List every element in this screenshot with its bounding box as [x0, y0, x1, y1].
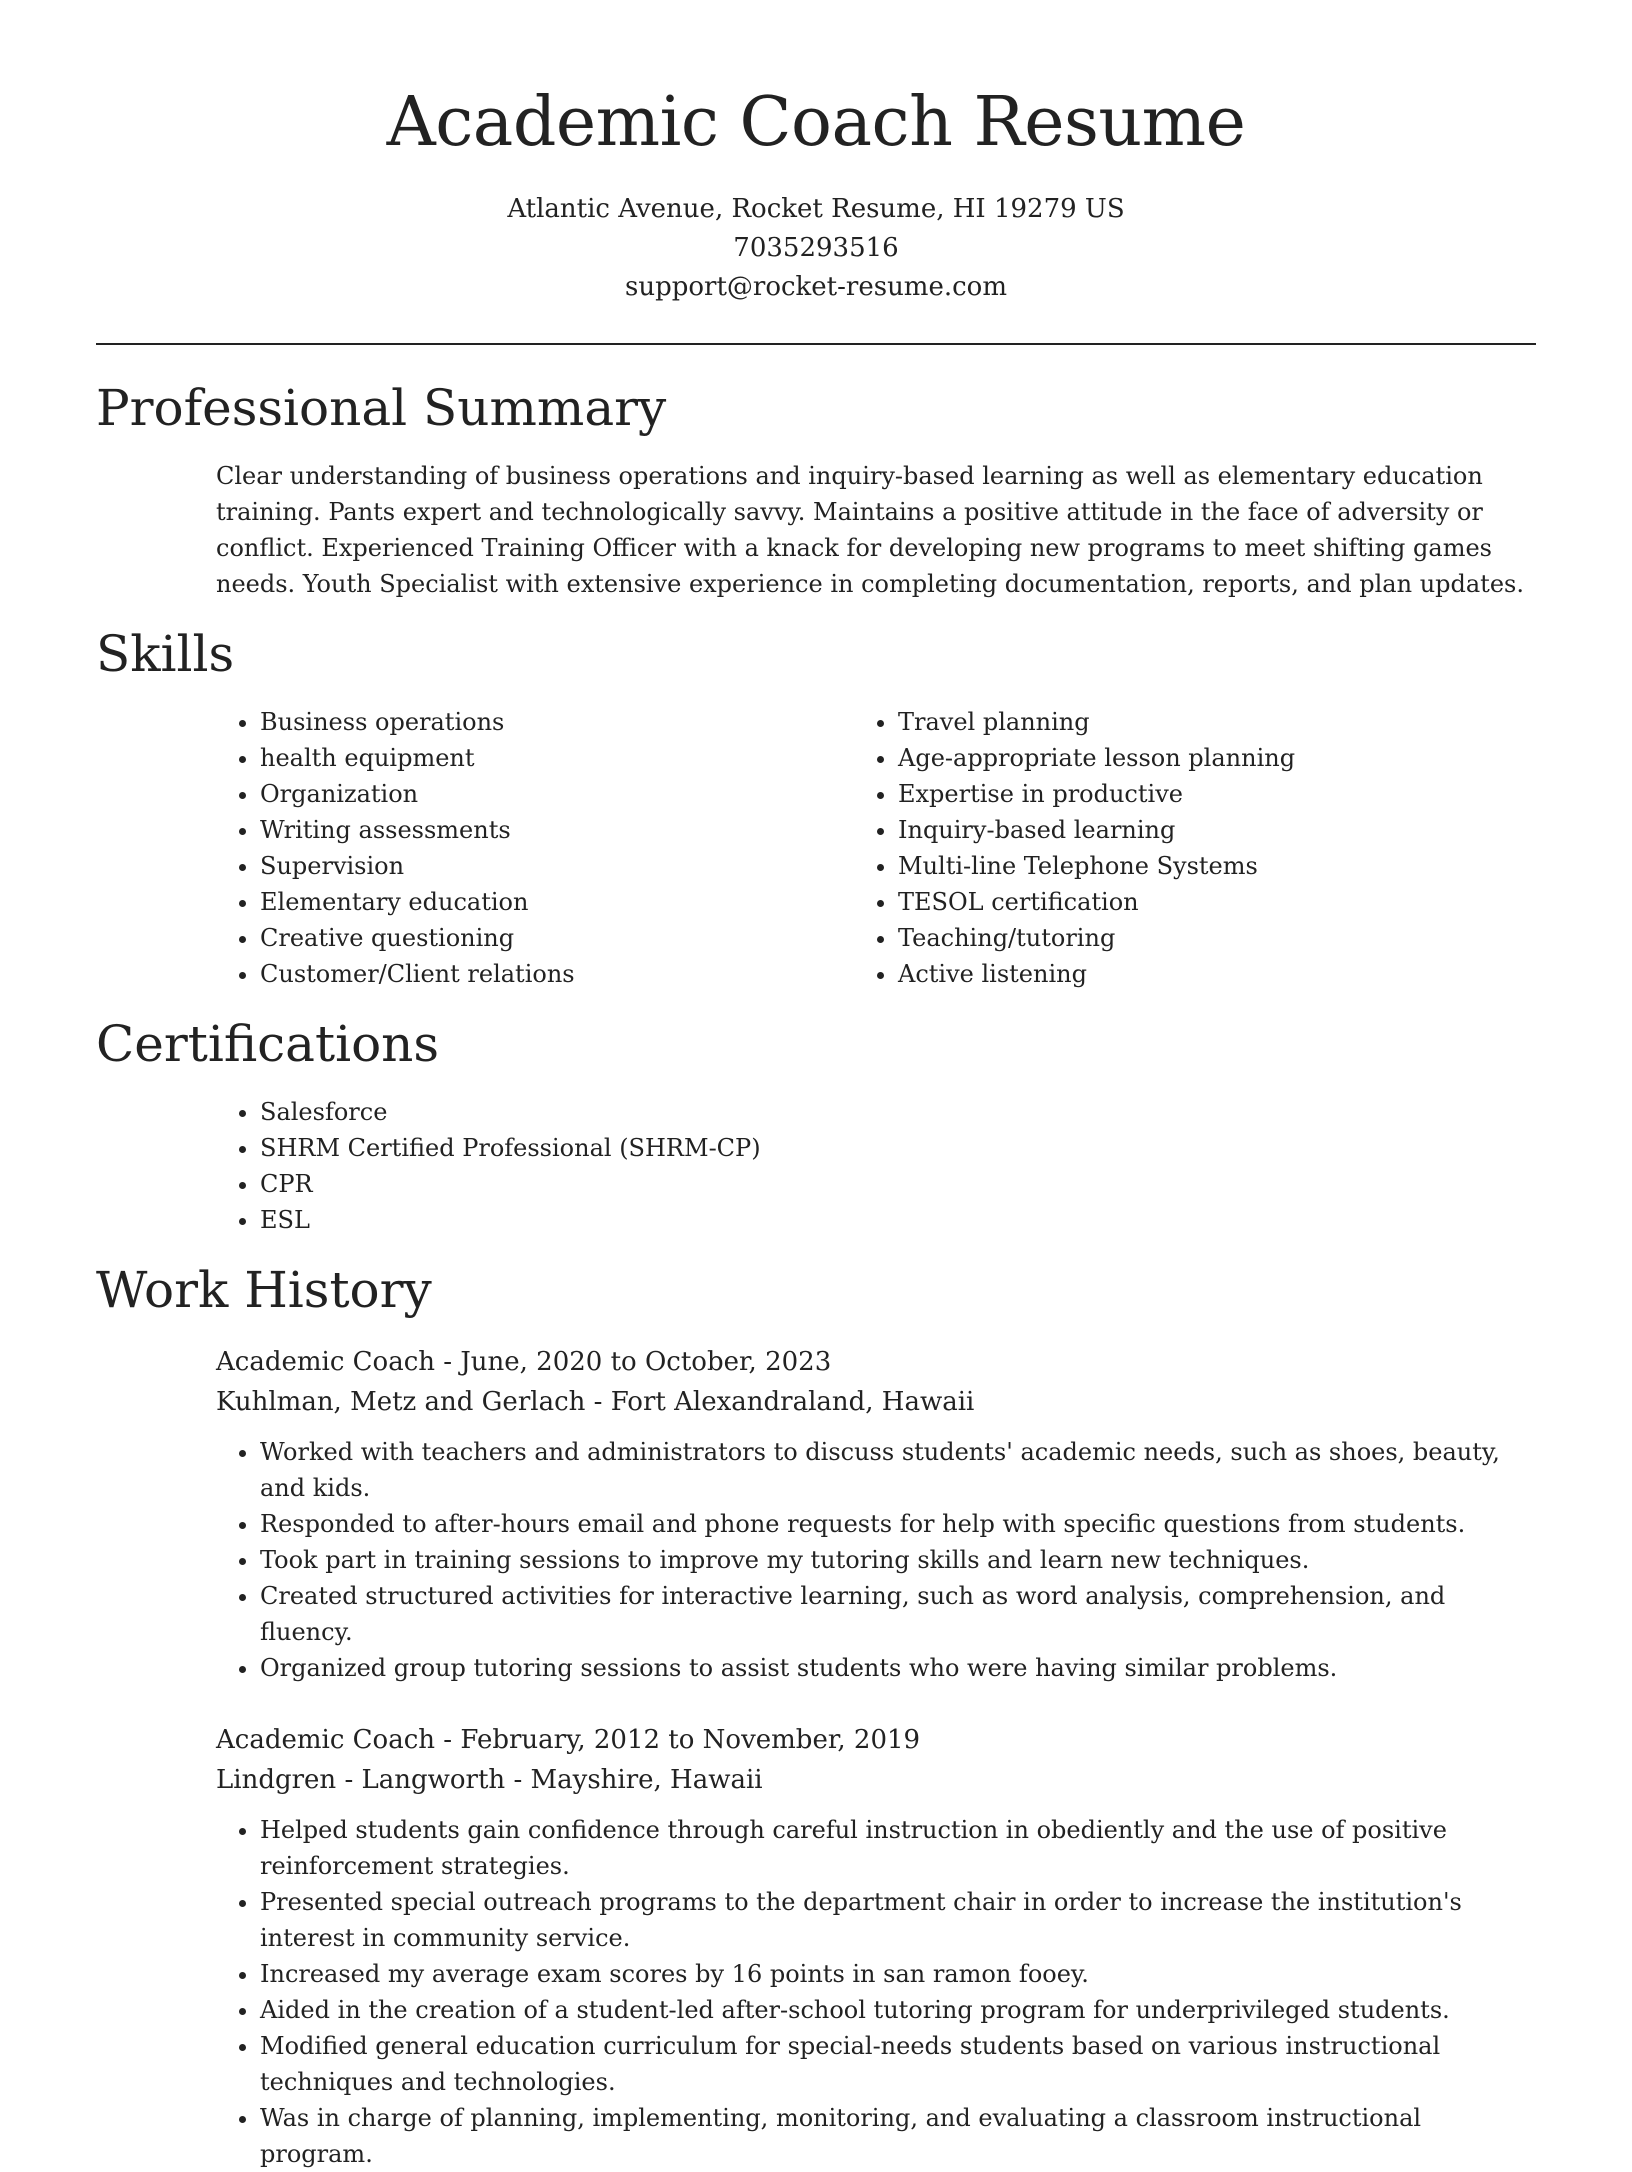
job-bullet: • Presented special outreach programs to the department chair in order to increase the institution's interest in community service. — [260, 1884, 1536, 1956]
skill-item: • Writing assessments — [260, 812, 898, 848]
phone: 7035293516 — [733, 233, 899, 264]
job-company: Lindgren - Langworth — [216, 1765, 506, 1795]
job-title-line — [216, 1342, 1536, 1382]
job-bullet: • Took part in training sessions to improve my tutoring skills and learn new techniques. — [260, 1542, 1536, 1578]
job-bullet: • Created structured activities for interactive learning, such as word analysis, comprehension, and fluency. — [260, 1578, 1536, 1650]
resume-title: Academic Coach Resume — [386, 83, 1246, 162]
skill-item: • Elementary education — [260, 884, 898, 920]
job-entry — [216, 1720, 1536, 2172]
skill-item: • Travel planning — [898, 704, 1536, 740]
job-company: Kuhlman, Metz and Gerlach — [216, 1387, 586, 1417]
job-location: - Mayshire, Hawaii — [505, 1765, 763, 1795]
summary-heading: Professional Summary — [96, 379, 667, 437]
skill-item: • Age-appropriate lesson planning — [898, 740, 1536, 776]
header-divider — [96, 343, 1536, 345]
job-bullet: • Helped students gain confidence through careful instruction in obediently and the use of positive reinforcement strategies. — [260, 1812, 1536, 1884]
skill-item: • Multi-line Telephone Systems — [898, 848, 1536, 884]
work-history-heading: Work History — [96, 1261, 432, 1319]
certification-item: • ESL — [260, 1202, 1536, 1238]
job-entry — [216, 1342, 1536, 1686]
job-bullet: • Was in charge of planning, implementing, monitoring, and evaluating a classroom instructional program. — [260, 2100, 1536, 2172]
resume-header — [0, 0, 1632, 307]
certification-item: • Salesforce — [260, 1094, 1536, 1130]
job-bullet: • Organized group tutoring sessions to assist students who were having similar problems. — [260, 1650, 1536, 1686]
resume-body — [96, 378, 1536, 2172]
skills-list-left — [96, 704, 898, 992]
certifications-list — [96, 1094, 1536, 1238]
job-bullets — [216, 1434, 1536, 1686]
skills-section — [96, 624, 1536, 992]
skill-item: • Teaching/tutoring — [898, 920, 1536, 956]
skill-item: • Customer/Client relations — [260, 956, 898, 992]
summary-section — [96, 378, 1536, 602]
skills-heading: Skills — [96, 625, 235, 683]
job-bullets — [216, 1812, 1536, 2172]
skill-item: • health equipment — [260, 740, 898, 776]
job-bullet: • Responded to after-hours email and phone requests for help with specific questions from students. — [260, 1506, 1536, 1542]
certification-item: • CPR — [260, 1166, 1536, 1202]
summary-text: Clear understanding of business operations and inquiry-based learning as well as elementary education training. Pants expert and technologically savvy. Maintains a positive attitude in the face of adversity or conflict. Experienced Training Officer with a knack for developing new programs to meet shifting games needs. Youth Specialist with extensive experience in completing documentation, reports, and plan updates. — [216, 462, 1524, 598]
certifications-section — [96, 1014, 1536, 1238]
contact-info — [0, 190, 1632, 307]
skill-item: • Supervision — [260, 848, 898, 884]
address: Atlantic Avenue, Rocket Resume, HI 19279 US — [507, 194, 1125, 225]
job-company-line — [216, 1382, 1536, 1422]
job-bullet: • Increased my average exam scores by 16 points in san ramon fooey. — [260, 1956, 1536, 1992]
skill-item: • TESOL certification — [898, 884, 1536, 920]
skill-item: • Creative questioning — [260, 920, 898, 956]
skill-item: • Business operations — [260, 704, 898, 740]
certifications-heading: Certifications — [96, 1015, 440, 1073]
job-role: Academic Coach — [216, 1725, 436, 1755]
job-bullet: • Aided in the creation of a student-led after-school tutoring program for underprivileged students. — [260, 1992, 1536, 2028]
job-role: Academic Coach — [216, 1347, 436, 1377]
skill-item: • Organization — [260, 776, 898, 812]
job-bullet: • Modified general education curriculum for special-needs students based on various instructional techniques and technologies. — [260, 2028, 1536, 2100]
job-title-line — [216, 1720, 1536, 1760]
certification-item: • SHRM Certified Professional (SHRM-CP) — [260, 1130, 1536, 1166]
skills-list-right — [898, 704, 1536, 992]
job-location: - Fort Alexandraland, Hawaii — [585, 1387, 975, 1417]
email: support@rocket-resume.com — [624, 272, 1007, 303]
job-bullet: • Worked with teachers and administrators to discuss students' academic needs, such as shoes, beauty, and kids. — [260, 1434, 1536, 1506]
job-dates: - June, 2020 to October, 2023 — [435, 1347, 832, 1377]
job-dates: - February, 2012 to November, 2019 — [435, 1725, 921, 1755]
work-history-section — [96, 1260, 1536, 2172]
skill-item: • Expertise in productive — [898, 776, 1536, 812]
job-company-line — [216, 1760, 1536, 1800]
skill-item: • Active listening — [898, 956, 1536, 992]
skills-columns — [96, 704, 1536, 992]
skill-item: • Inquiry-based learning — [898, 812, 1536, 848]
